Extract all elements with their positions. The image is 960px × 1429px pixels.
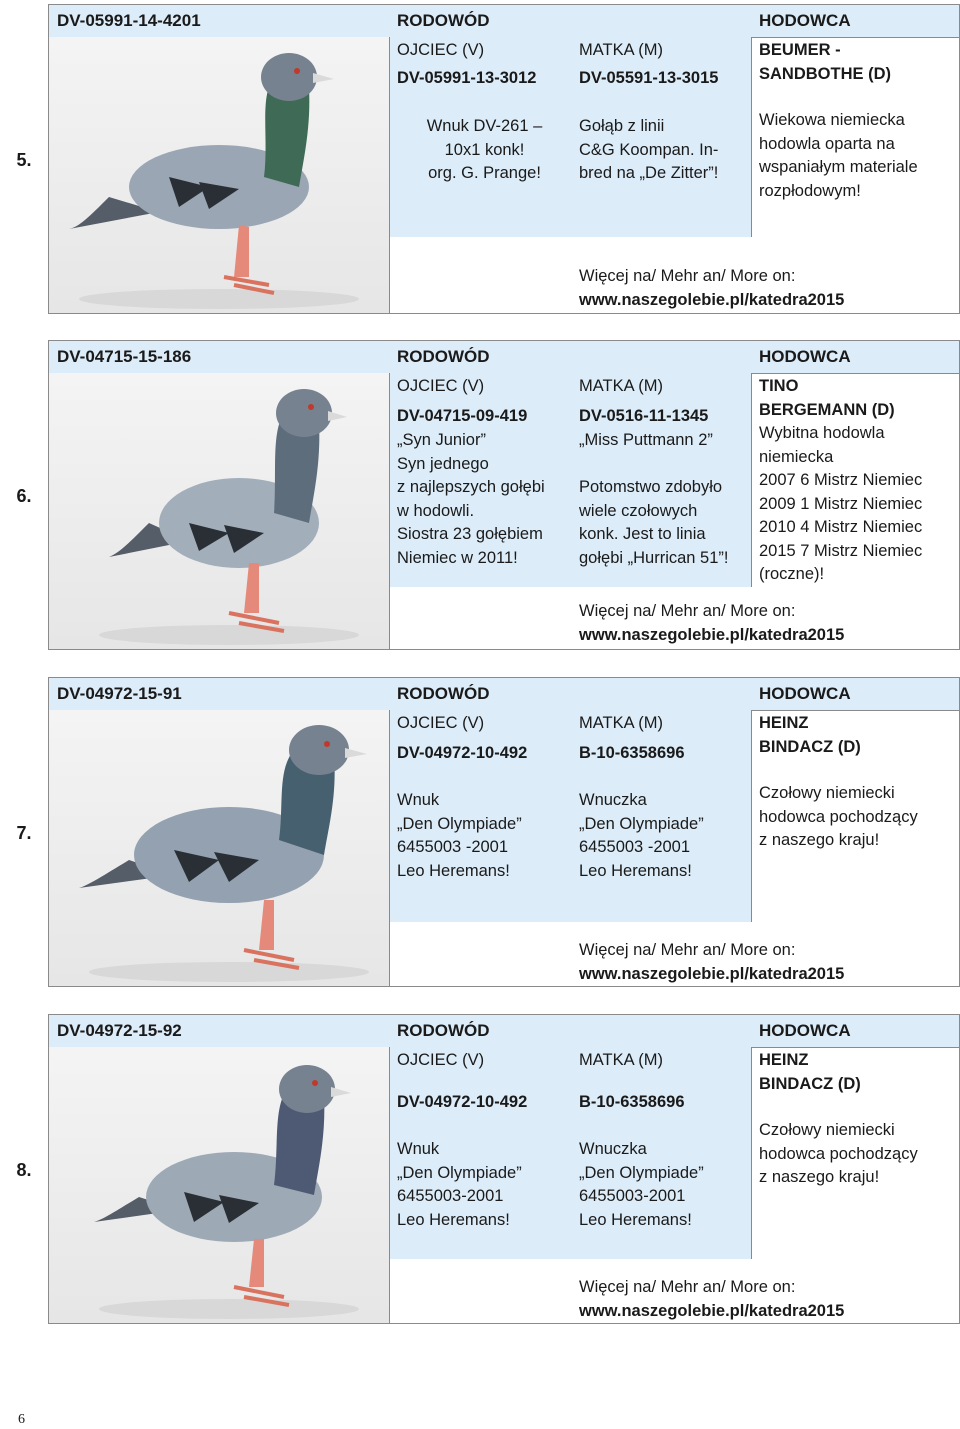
entry-table xyxy=(48,1014,960,1324)
pigeon-image xyxy=(49,37,389,313)
pigeon-image xyxy=(49,373,389,649)
mother-description: Gołąb z linii C&G Koompan. In- bred na „De Zitter”! xyxy=(579,117,719,182)
father-label: OJCIEC (V) xyxy=(397,377,485,395)
entry-table xyxy=(48,677,960,987)
entry-number: 6. xyxy=(16,486,32,506)
father-description: Wnuk „Den Olympiade” 6455003 -2001 Leo Heremans! xyxy=(397,791,522,880)
more-info-link[interactable]: www.naszegolebie.pl/katedra2015 xyxy=(579,626,845,644)
more-info-link[interactable]: www.naszegolebie.pl/katedra2015 xyxy=(579,965,845,983)
breeder-label: HODOWCA xyxy=(759,11,851,30)
entry-number: 5. xyxy=(16,150,32,170)
father-ring: DV-05991-13-3012 xyxy=(397,69,537,87)
pigeon-photo xyxy=(49,37,389,313)
mother-label: MATKA (M) xyxy=(579,377,664,395)
father-description: Wnuk „Den Olympiade” 6455003-2001 Leo Heremans! xyxy=(397,1140,522,1229)
mother-description: Wnuczka „Den Olympiade” 6455003-2001 Leo Heremans! xyxy=(579,1140,704,1229)
pigeon-ring: DV-05991-14-4201 xyxy=(57,11,201,30)
pedigree-label: RODOWÓD xyxy=(397,684,490,703)
pigeon-ring: DV-04972-15-92 xyxy=(57,1021,182,1040)
father-ring: DV-04972-10-492 xyxy=(397,744,528,762)
mother-label: MATKA (M) xyxy=(579,714,664,732)
pigeon-entry xyxy=(0,340,960,650)
entry-header xyxy=(49,678,959,711)
pigeon-photo xyxy=(49,1047,389,1323)
breeder-label: HODOWCA xyxy=(759,684,851,703)
breeder-description: Wybitna hodowla niemiecka 2007 6 Mistrz Niemiec 2009 1 Mistrz Niemiec 2010 4 Mistrz Niemiec 2015 7 Mistrz Niemiec (roczne)! xyxy=(759,424,923,583)
father-label: OJCIEC (V) xyxy=(397,1051,485,1069)
mother-label: MATKA (M) xyxy=(579,41,664,59)
pigeon-entry xyxy=(0,677,960,987)
pigeon-image xyxy=(49,710,389,986)
mother-ring: B-10-6358696 xyxy=(579,744,685,762)
entry-header xyxy=(49,341,959,374)
pedigree-label: RODOWÓD xyxy=(397,1021,490,1040)
pigeon-photo xyxy=(49,710,389,986)
breeder-name: HEINZ BINDACZ (D) xyxy=(759,1051,861,1093)
entry-table xyxy=(48,4,960,314)
entry-header xyxy=(49,1015,959,1048)
pigeon-ring: DV-04715-15-186 xyxy=(57,347,192,366)
breeder-name: HEINZ BINDACZ (D) xyxy=(759,714,861,756)
page-number: 6 xyxy=(18,1412,25,1427)
column-divider xyxy=(751,373,752,587)
pigeon-image xyxy=(49,1047,389,1323)
pedigree-label: RODOWÓD xyxy=(397,347,490,366)
more-info-label: Więcej na/ Mehr an/ More on: xyxy=(579,602,796,620)
entry-number: 8. xyxy=(16,1160,32,1180)
more-info-label: Więcej na/ Mehr an/ More on: xyxy=(579,267,796,285)
breeder-description: Wiekowa niemiecka hodowla oparta na wspaniałym materiale rozpłodowym! xyxy=(759,111,918,200)
column-divider xyxy=(751,710,752,922)
column-divider xyxy=(751,37,752,237)
entry-header xyxy=(49,5,959,38)
breeder-label: HODOWCA xyxy=(759,1021,851,1040)
column-divider xyxy=(751,1047,752,1259)
more-info-label: Więcej na/ Mehr an/ More on: xyxy=(579,941,796,959)
breeder-name: TINO BERGEMANN (D) xyxy=(759,377,895,419)
breeder-label: HODOWCA xyxy=(759,347,851,366)
father-label: OJCIEC (V) xyxy=(397,714,485,732)
mother-ring: B-10-6358696 xyxy=(579,1093,685,1111)
mother-ring: DV-0516-11-1345 xyxy=(579,407,709,425)
pedigree-label: RODOWÓD xyxy=(397,11,490,30)
mother-label: MATKA (M) xyxy=(579,1051,664,1069)
father-ring: DV-04972-10-492 xyxy=(397,1093,528,1111)
breeder-description: Czołowy niemiecki hodowca pochodzący z naszego kraju! xyxy=(759,784,918,849)
mother-description: Wnuczka „Den Olympiade” 6455003 -2001 Leo Heremans! xyxy=(579,791,704,880)
breeder-description: Czołowy niemiecki hodowca pochodzący z naszego kraju! xyxy=(759,1121,918,1186)
more-info-link[interactable]: www.naszegolebie.pl/katedra2015 xyxy=(579,291,845,309)
entry-number: 7. xyxy=(16,823,32,843)
mother-ring: DV-05591-13-3015 xyxy=(579,69,719,87)
pigeon-ring: DV-04972-15-91 xyxy=(57,684,182,703)
father-ring: DV-04715-09-419 xyxy=(397,407,528,425)
entry-table xyxy=(48,340,960,650)
father-description: Wnuk DV-261 – 10x1 konk! org. G. Prange! xyxy=(426,117,543,182)
breeder-name: BEUMER - SANDBOTHE (D) xyxy=(759,41,891,83)
father-label: OJCIEC (V) xyxy=(397,41,485,59)
pigeon-photo xyxy=(49,373,389,649)
pigeon-entry xyxy=(0,4,960,314)
pigeon-entry xyxy=(0,1014,960,1324)
more-info-label: Więcej na/ Mehr an/ More on: xyxy=(579,1278,796,1296)
more-info-link[interactable]: www.naszegolebie.pl/katedra2015 xyxy=(579,1302,845,1320)
mother-description: „Miss Puttmann 2” Potomstwo zdobyło wiele czołowych konk. Jest to linia gołębi „Hurrican 51”! xyxy=(579,431,729,567)
father-description: „Syn Junior” Syn jednego z najlepszych gołębi w hodowli. Siostra 23 gołębiem Niemiec w 2011! xyxy=(397,431,545,567)
